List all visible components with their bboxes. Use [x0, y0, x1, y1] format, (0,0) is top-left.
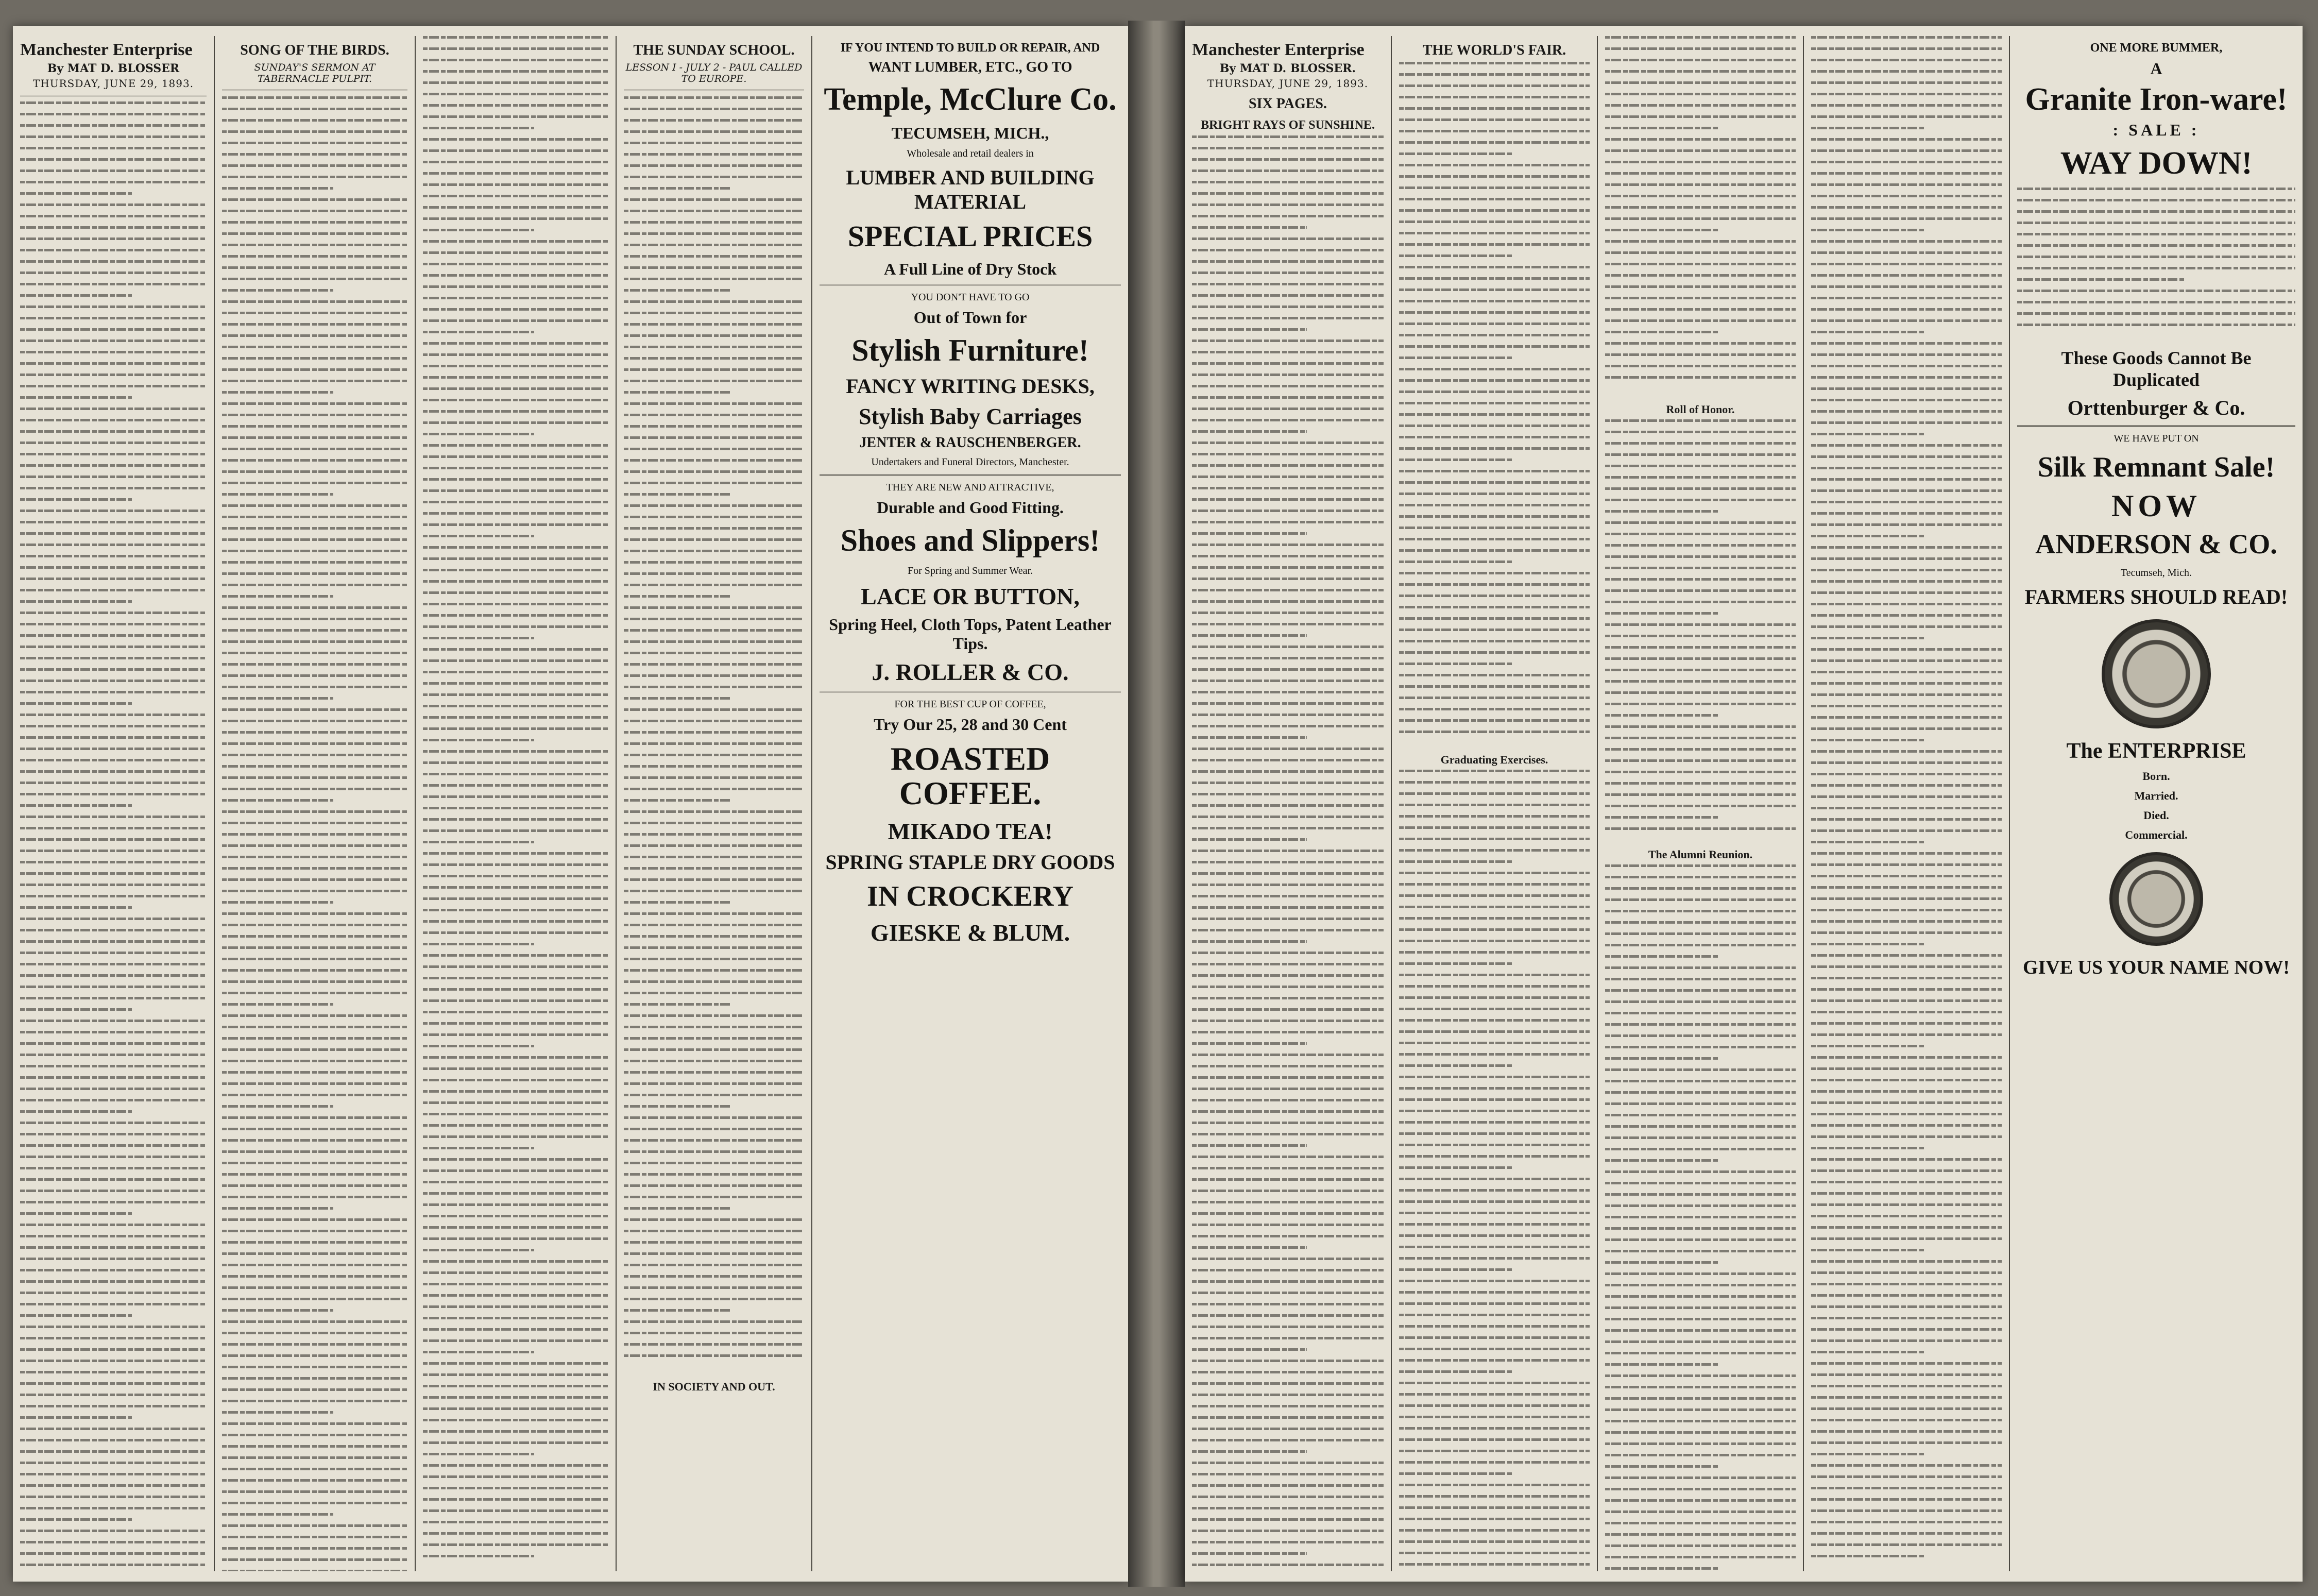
- ad-intro: IF YOU INTEND TO BUILD OR REPAIR, AND: [840, 41, 1100, 55]
- ad-attractive: THEY ARE NEW AND ATTRACTIVE,: [886, 481, 1054, 493]
- ad-lace-button: LACE OR BUTTON,: [861, 583, 1080, 609]
- ad-farmers-read: FARMERS SHOULD READ!: [2024, 585, 2288, 608]
- ad-try-our: Try Our 25, 28 and 30 Cent: [874, 715, 1067, 734]
- left-col-3: [415, 36, 616, 1571]
- alumni-reunion-heading: The Alumni Reunion.: [1648, 848, 1753, 861]
- ad-spring-heel: Spring Heel, Cloth Tops, Patent Leather Tips.: [829, 615, 1112, 653]
- ad-special-prices: SPECIAL PRICES: [847, 219, 1093, 253]
- ad-baby-carriages: Stylish Baby Carriages: [859, 403, 1082, 429]
- left-masthead: Manchester Enterprise: [20, 40, 193, 59]
- right-masthead: Manchester Enterprise: [1192, 40, 1365, 59]
- ad-dry-stock: A Full Line of Dry Stock: [883, 259, 1057, 278]
- ad-a: A: [2150, 59, 2162, 78]
- ad-shoes-slippers: Shoes and Slippers!: [840, 523, 1100, 557]
- ad-jenter: JENTER & RAUSCHENBERGER.: [859, 434, 1081, 451]
- ad-anderson: ANDERSON & CO.: [2035, 528, 2277, 559]
- sunday-school-heading: THE SUNDAY SCHOOL.: [633, 42, 795, 58]
- ad-give-us-name: GIVE US YOUR NAME NOW!: [2023, 956, 2290, 978]
- ad-sale: : SALE :: [2112, 121, 2200, 139]
- right-col-1-text: [1192, 135, 1384, 1571]
- left-ad-column: [811, 36, 1128, 1571]
- ad-dont-have: YOU DON'T HAVE TO GO: [911, 291, 1030, 303]
- left-col-2-text: [222, 96, 407, 1571]
- ad-cannot-duplicate: These Goods Cannot Be Duplicated: [2061, 348, 2252, 390]
- left-date: THURSDAY, JUNE 29, 1893.: [32, 77, 194, 90]
- right-col-3-text-b: [1605, 419, 1796, 842]
- right-date: THURSDAY, JUNE 29, 1893.: [1207, 77, 1369, 90]
- ad-staple-dry-goods: SPRING STAPLE DRY GOODS: [825, 851, 1115, 874]
- right-col-2-text-a: [1399, 62, 1590, 747]
- ad-spring-summer: For Spring and Summer Wear.: [908, 565, 1033, 576]
- reading-man-illustration: [2102, 619, 2211, 728]
- ad-crockery: IN CROCKERY: [867, 880, 1073, 913]
- roll-of-honor-heading: Roll of Honor.: [1666, 403, 1735, 416]
- graduating-heading: Graduating Exercises.: [1440, 753, 1548, 766]
- page-gutter: [1128, 21, 1185, 1587]
- ad-way-down: WAY DOWN!: [2060, 146, 2253, 181]
- ad-roller: J. ROLLER & CO.: [872, 658, 1069, 685]
- song-birds-heading: SONG OF THE BIRDS.: [240, 42, 389, 58]
- left-byline: By MAT D. BLOSSER: [47, 62, 180, 75]
- left-col-4: [616, 36, 811, 1571]
- sermon-subheading: SUNDAY'S SERMON AT TABERNACLE PULPIT.: [254, 62, 376, 84]
- right-col-2: [1391, 36, 1597, 1571]
- ad-lumber-material: LUMBER AND BUILDING MATERIAL: [846, 166, 1095, 214]
- left-col-1-text: [20, 101, 207, 1571]
- right-byline: By MAT D. BLOSSER.: [1219, 62, 1356, 75]
- ad-silk-remnant: Silk Remnant Sale!: [2037, 451, 2275, 484]
- right-col-2-text-b: [1399, 770, 1590, 1571]
- right-col-4-text: [1811, 36, 2002, 1571]
- left-col-2: [214, 36, 415, 1571]
- worlds-fair-heading: THE WORLD'S FAIR.: [1422, 42, 1566, 58]
- left-col-3-text: [423, 36, 608, 1571]
- ad-furniture: Stylish Furniture!: [851, 333, 1089, 367]
- ad-granite-ironware: Granite Iron-ware!: [2025, 82, 2288, 117]
- ad-enterprise: The ENTERPRISE: [2066, 739, 2246, 763]
- ad-undertakers: Undertakers and Funeral Directors, Manchester.: [871, 456, 1069, 468]
- ad-roasted-coffee: ROASTED COFFEE.: [890, 740, 1050, 812]
- ad-gieske-blum: GIESKE & BLUM.: [870, 920, 1070, 946]
- ad-orttenburger: Orttenburger & Co.: [2067, 396, 2245, 420]
- society-heading: IN SOCIETY AND OUT.: [653, 1380, 775, 1393]
- price-table: [2017, 188, 2295, 342]
- right-ad-column: [2009, 36, 2303, 1571]
- reading-man-illustration-2: [2109, 852, 2203, 946]
- right-col-1: [1185, 36, 1391, 1571]
- left-col-1: [13, 36, 214, 1571]
- right-col-3-text-c: [1605, 864, 1796, 1571]
- ad-we-have-put-on: WE HAVE PUT ON: [2114, 433, 2199, 445]
- died-heading: Died.: [2143, 808, 2169, 822]
- ad-mikado-tea: MIKADO TEA!: [888, 818, 1053, 845]
- lesson-subheading: LESSON I - JULY 2 - PAUL CALLED TO EUROPE.: [625, 62, 803, 84]
- ad-one-more-bummer: ONE MORE BUMMER,: [2090, 41, 2223, 55]
- ad-tecumseh-right: Tecumseh, Mich.: [2120, 567, 2192, 579]
- ad-temple-mcclure: Temple, McClure Co.: [824, 82, 1117, 117]
- right-col-4: [1803, 36, 2009, 1571]
- right-col-3: [1597, 36, 1803, 1571]
- commercial-heading: Commercial.: [2125, 828, 2188, 841]
- ad-best-cup: FOR THE BEST CUP OF COFFEE,: [894, 698, 1046, 710]
- bright-rays-heading: BRIGHT RAYS OF SUNSHINE.: [1201, 118, 1375, 132]
- ad-out-of-town: Out of Town for: [913, 308, 1027, 327]
- born-heading: Born.: [2142, 769, 2170, 783]
- ad-tecumseh: TECUMSEH, MICH.,: [891, 124, 1049, 143]
- ad-durable: Durable and Good Fitting.: [877, 498, 1064, 517]
- right-page: [1185, 26, 2303, 1582]
- ad-now: NOW: [2111, 488, 2201, 523]
- married-heading: Married.: [2134, 789, 2178, 802]
- six-pages-heading: SIX PAGES.: [1249, 96, 1327, 112]
- left-col-4-text: [624, 96, 804, 1374]
- right-col-3-text-a: [1605, 36, 1796, 397]
- left-page: [13, 26, 1128, 1582]
- ad-writing-desks: FANCY WRITING DESKS,: [846, 374, 1095, 398]
- ad-want-lumber: WANT LUMBER, ETC., GO TO: [868, 59, 1072, 75]
- ad-wholesale: Wholesale and retail dealers in: [907, 148, 1034, 160]
